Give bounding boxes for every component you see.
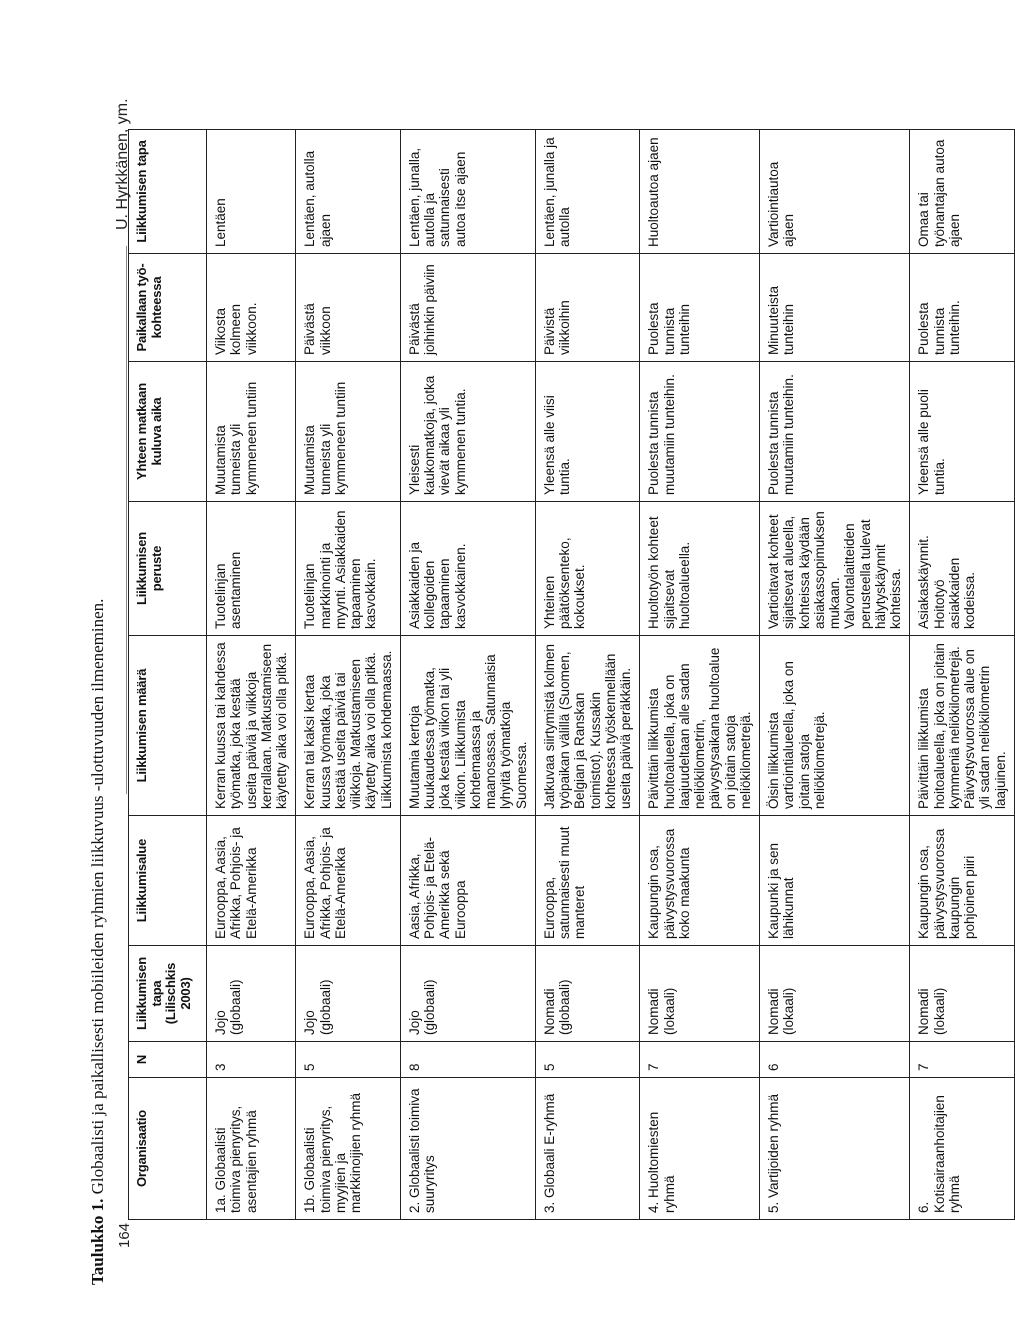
- table-cell: Vartioitavat kohteet sijaitsevat alueella, kohteissa käydään asiakassopimuksen mukaan. Valvontalaitteiden perusteella tulevat hälytyskäynnit kohteissa.: [760, 502, 910, 636]
- table-cell: Kerran kuussa tai kahdessa työmatka, joka kestää useita päiviä ja viikkoja kerrallaan. Matkustamiseen käytetty aika voi olla pitkä.: [207, 636, 296, 816]
- table-cell: 6. Kotisairaanhoitajien ryhmä: [910, 1078, 1015, 1220]
- table-cell: Päivittäin liikkumista huoltoalueella, joka on laajuudeltaan alle sadan neliökilometrin, päivystysaikana huoltoalue on joitain satoja neliökilometrejä.: [640, 636, 760, 816]
- table-cell: Lentäen, autolla ajaen: [296, 130, 401, 254]
- table-cell: Huoltotyön kohteet sijaitsevat huoltoalueella.: [640, 502, 760, 636]
- table-cell: Vartiointiautoa ajaen: [760, 130, 910, 254]
- table-cell: 8: [400, 1042, 535, 1078]
- table-caption: [88, 565, 120, 1285]
- table-cell: 5. Vartijoiden ryhmä: [760, 1078, 910, 1220]
- header-liikkumisen-maara: Liikkumisen määrä: [129, 636, 207, 816]
- table-row: [910, 130, 1015, 1220]
- table-cell: Kaupungin osa, päivystysvuorossa kaupungin pohjoinen piiri: [910, 816, 1015, 946]
- table-cell: 5: [296, 1042, 401, 1078]
- table-cell: 1b. Globaalisti toimiva pienyritys, myyjien ja markkinoijien ryhmä: [296, 1078, 401, 1220]
- table-cell: Aasia, Afrikka, Pohjois- ja Etelä-Amerikka sekä Eurooppa: [400, 816, 535, 946]
- table-cell: Päivästä joihinkin päiviin: [400, 254, 535, 362]
- table-cell: 7: [910, 1042, 1015, 1078]
- table-cell: Päivistä viikkoihin: [535, 254, 640, 362]
- table-cell: Kaupunki ja sen lähikunnat: [760, 816, 910, 946]
- table-row: [640, 130, 760, 1220]
- table-cell: 2. Globaalisti toimiva suuryritys: [400, 1078, 535, 1220]
- caption-text: Globaalisti ja paikallisesti mobiileiden ryhmien liikkuvuus -ulottuvuuden ilmeneminen.: [88, 598, 107, 1199]
- table-cell: Tuotelinjan markkinointi ja myynti. Asiakkaiden tapaaminen kasvokkain.: [296, 502, 401, 636]
- table-cell: Nomadi (lokaali): [640, 946, 760, 1042]
- table-cell: Puolesta tunnista tunteihin.: [910, 254, 1015, 362]
- table-cell: Puolesta tunnista muutamiin tunteihin.: [760, 362, 910, 502]
- table-cell: Omaa tai työnantajan autoa ajaen: [910, 130, 1015, 254]
- table-cell: 1a. Globaalisti toimiva pienyritys, asentajien ryhmä: [207, 1078, 296, 1220]
- table-row: [296, 130, 401, 1220]
- table-cell: Kerran tai kaksi kertaa kuussa työmatka, joka kestää useita päiviä tai viikkoja. Matkustamiseen käytetty aika voi olla pitkä. Liikkumista kohdemaassa.: [296, 636, 401, 816]
- table-cell: Viikosta kolmeen viikkoon.: [207, 254, 296, 362]
- header-paikallaan: Paikallaan työ-kohteessa: [129, 254, 207, 362]
- table-cell: Nomadi (globaali): [535, 946, 640, 1042]
- table-cell: Jatkuvaa siirtymistä kolmen työpaikan välillä (Suomen, Belgian ja Ranskan toimistot). Kussakin kohteessa työskennellään useita päiviä peräkkäin.: [535, 636, 640, 816]
- table-row: [400, 130, 535, 1220]
- header-divider: [126, 246, 127, 794]
- table-cell: 5: [535, 1042, 640, 1078]
- header-liikkumisen-peruste: Liikkumisen peruste: [129, 502, 207, 636]
- table-cell: 3: [207, 1042, 296, 1078]
- table-cell: Kaupungin osa, päivystysvuorossa koko maakunta: [640, 816, 760, 946]
- table-cell: Yleensä alle viisi tuntia.: [535, 362, 640, 502]
- table-cell: Minuuteista tunteihin: [760, 254, 910, 362]
- caption-label: Taulukko 1.: [88, 1198, 107, 1285]
- table-cell: 3. Globaali E-ryhmä: [535, 1078, 640, 1220]
- header-matka-aika: Yhteen matkaan kuluva aika: [129, 362, 207, 502]
- table-cell: Lentäen, junalla, autolla ja satunnaisesti autoa itse ajaen: [400, 130, 535, 254]
- table-cell: Eurooppa, Aasia, Afrikka, Pohjois- ja Etelä-Amerikka: [296, 816, 401, 946]
- table-cell: Lentäen, junalla ja autolla: [535, 130, 640, 254]
- table-cell: 6: [760, 1042, 910, 1078]
- header-liikkumisen-tapa-lilischkis: Liikkumisen tapa (Lilischkis 2003): [129, 946, 207, 1042]
- header-organisaatio: Organisaatio: [129, 1078, 207, 1220]
- table-cell: Eurooppa, Aasia, Afrikka, Pohjois- ja Etelä-Amerikka: [207, 816, 296, 946]
- table-cell: Jojo (globaali): [296, 946, 401, 1042]
- page-number-text: 164: [116, 1222, 133, 1248]
- table-cell: Nomadi (lokaali): [910, 946, 1015, 1042]
- table-cell: Puolesta tunnista tunteihin: [640, 254, 760, 362]
- table-row: [535, 130, 640, 1220]
- table-row: [760, 130, 910, 1220]
- mobility-table: [128, 129, 1015, 1220]
- table-cell: Muutamia kertoja kuukaudessa työmatka, joka kestää viikon tai yli viikon. Liikkumista kohdemaassa ja maanosassa. Satunnaisia lyhyitä työmatkoja Suomessa.: [400, 636, 535, 816]
- table-cell: Jojo (globaali): [207, 946, 296, 1042]
- table-cell: Lentäen: [207, 130, 296, 254]
- rotated-table-frame: [128, 130, 1008, 1220]
- table-cell: Muutamista tunneista yli kymmeneen tuntiin: [207, 362, 296, 502]
- table-cell: Yleisesti kaukomatkoja, jotka vievät aikaa yli kymmenen tuntia.: [400, 362, 535, 502]
- table-row: [207, 130, 296, 1220]
- table-cell: 4. Huoltomiesten ryhmä: [640, 1078, 760, 1220]
- table-cell: Päivittäin liikkumista hoitoalueella, joka on joitain kymmeniä neliökilometrejä. Päivystysvuorossa alue on yli sadan neliökilometrin laajuinen.: [910, 636, 1015, 816]
- table-cell: Yleensä alle puoli tuntia.: [910, 362, 1015, 502]
- table-cell: Yhteinen päätöksenteko, kokoukset.: [535, 502, 640, 636]
- table-cell: Öisin liikkumista vartiointialueella, joka on joitain satoja neliökilometrejä.: [760, 636, 910, 816]
- table-cell: Eurooppa, satunnaisesti muut manteret: [535, 816, 640, 946]
- table-cell: Jojo (globaali): [400, 946, 535, 1042]
- table-header-row: [129, 130, 207, 1220]
- table-cell: Huoltoautoa ajaen: [640, 130, 760, 254]
- table-cell: Asiakaskäynnit. Hoitotyö asiakkaiden kodeissa.: [910, 502, 1015, 636]
- table-cell: Puolesta tunnista muutamiin tunteihin.: [640, 362, 760, 502]
- table-cell: Nomadi (lokaali): [760, 946, 910, 1042]
- table-cell: Asiakkaiden ja kollegoiden tapaaminen kasvokkainen.: [400, 502, 535, 636]
- table-cell: 7: [640, 1042, 760, 1078]
- header-n: N: [129, 1042, 207, 1078]
- running-header-text: U. Hyrkkänen, ym.: [114, 98, 131, 230]
- header-liikkumisalue: Liikkumisalue: [129, 816, 207, 946]
- table-cell: Muutamista tunneista yli kymmeneen tuntiin: [296, 362, 401, 502]
- header-liikkumisen-tapa: Liikkumisen tapa: [129, 130, 207, 254]
- table-cell: Tuotelinjan asentaminen: [207, 502, 296, 636]
- table-cell: Päivästä viikkoon: [296, 254, 401, 362]
